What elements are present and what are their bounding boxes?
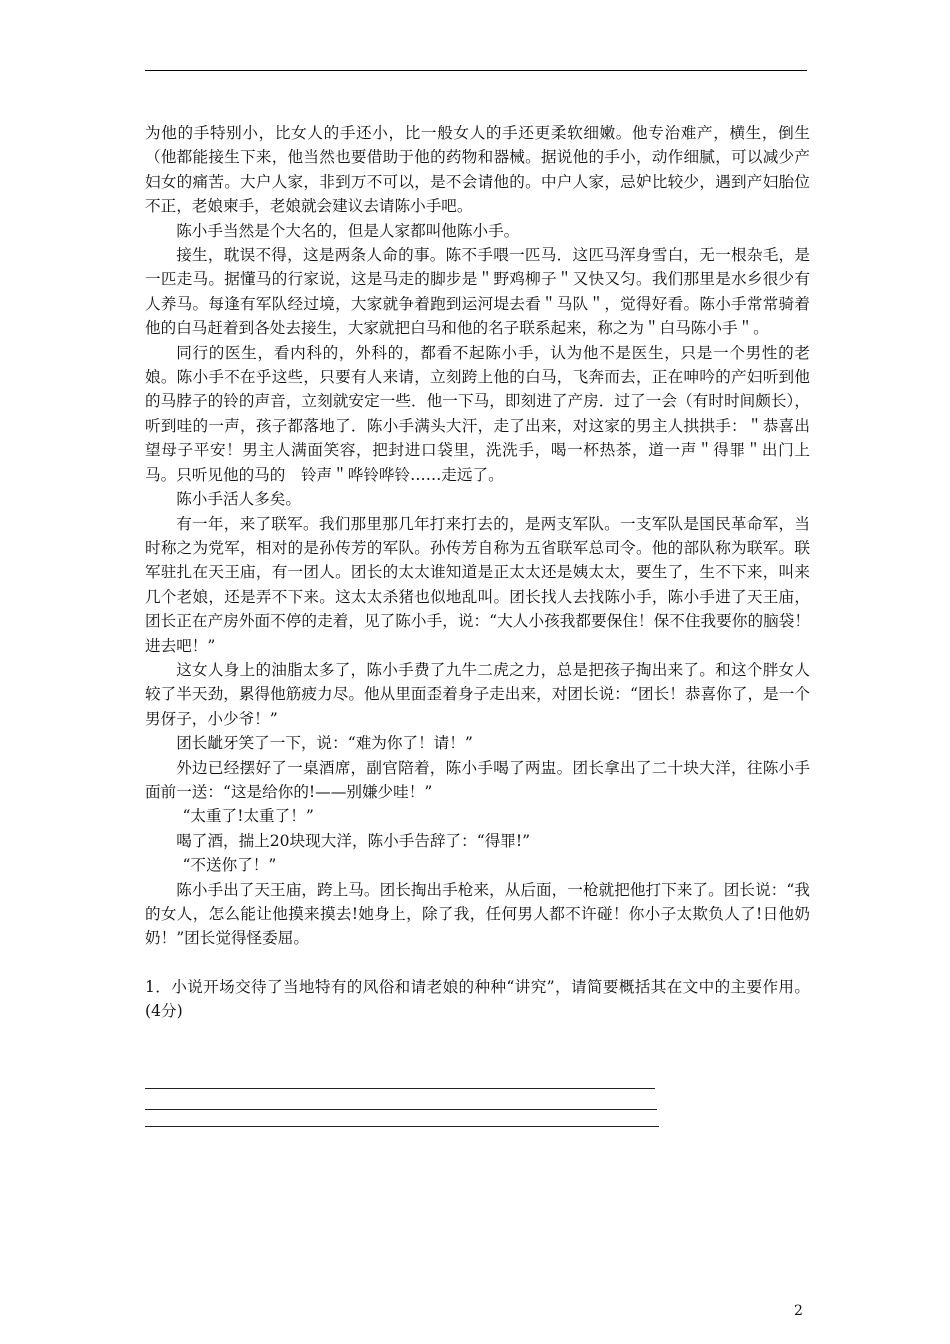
paragraph: 喝了酒，揣上20块现大洋，陈小手告辞了：“得罪!” [176, 831, 531, 850]
paragraph: 团长龇牙笑了一下，说：“难为你了！请！” [176, 734, 473, 753]
answer-line[interactable] [145, 1126, 659, 1127]
paragraph: 这女人身上的油脂太多了，陈小手费了九牛二虎之力，总是把孩子掏出来了。和这个胖女人较了半天劲，累得他筋疲力尽。他从里面歪着身子走出来，对团长说：“团长！恭喜你了，是一个男伢子，小少爷！” [145, 660, 810, 728]
article-body [145, 121, 810, 1024]
header-rule [145, 70, 807, 71]
paragraph: 陈小手活人多矣。 [176, 490, 301, 509]
page-number: 2 [794, 1303, 803, 1319]
paragraph: 接生，耽误不得，这是两条人命的事。陈不手喂一匹马．这匹马浑身雪白，无一根杂毛，是一匹走马。据懂马的行家说，这是马走的脚步是＂野鸡柳子＂又快又匀。我们那里是水乡很少有人养马。每逢有军队经过境，大家就争着跑到运河堤去看＂马队＂，觉得好看。陈小手常常骑着他的白马赶着到各处去接生，大家就把白马和他的名子联系起来，称之为＂白马陈小手＂。 [145, 246, 810, 338]
question-1: 1．小说开场交待了当地特有的风俗和请老娘的种种“讲究”，请简要概括其在文中的主要作用。(4分) [145, 977, 810, 1021]
paragraph: 有一年，来了联军。我们那里那几年打来打去的，是两支军队。一支军队是国民革命军，当时称之为党军，相对的是孙传芳的军队。孙传芳自称为五省联军总司令。他的部队称为联军。联军驻扎在天王庙，有一团人。团长的太太谁知道是正太太还是姨太太，要生了，生不下来，叫来几个老娘，还是弄不下来。这太太杀猪也似地乱叫。团长找人去找陈小手，陈小手进了天王庙，团长正在产房外面不停的走着，见了陈小手，说：“大人小孩我都要保住！保不住我要你的脑袋！进去吧！” [145, 514, 810, 655]
answer-area [145, 1088, 660, 1147]
answer-line[interactable] [145, 1088, 655, 1089]
paragraph: 陈小手当然是个大名的，但是人家都叫他陈小手。 [176, 221, 520, 240]
paragraph: 陈小手出了天王庙，跨上马。团长掏出手枪来，从后面，一枪就把他打下来了。团长说：“我的女人，怎么能让他摸来摸去!她身上，除了我，任何男人都不许碰！你小子太欺负人了!日他奶奶！”团长觉得怪委屈。 [145, 880, 810, 948]
paragraph: “太重了!太重了！” [182, 807, 314, 826]
answer-line[interactable] [145, 1109, 657, 1110]
paragraph: “不送你了！” [182, 856, 277, 875]
paragraph: 同行的医生，看内科的，外科的，都看不起陈小手，认为他不是医生，只是一个男性的老娘。陈小手不在乎这些，只要有人来请，立刻跨上他的白马，飞奔而去，正在呻吟的产妇听到他的马脖子的铃的声音，立刻就安定一些．他一下马，即刻进了产房．过了一会（有时时间颇长），听到哇的一声，孩子都落地了．陈小手满头大汗，走了出来，对这家的男主人拱拱手：＂恭喜出望母子平安！男主人满面笑容，把封进口袋里，洗洗手，喝一杯热茶，道一声＂得罪＂出门上马。只听见他的马的 铃声＂哗铃哗铃……走远了。 [145, 343, 810, 484]
paragraph: 外边已经摆好了一桌酒席，副官陪着，陈小手喝了两盅。团长拿出了二十块大洋，往陈小手面前一送：“这是给你的!——别嫌少哇！” [145, 758, 810, 801]
paragraph: 为他的手特别小，比女人的手还小，比一般女人的手还更柔软细嫩。他专治难产，横生，倒生（他都能接生下来，他当然也要借助于他的药物和器械。据说他的手小，动作细腻，可以减少产妇女的痛苦。大户人家，非到万不可以，是不会请他的。中户人家，忌妒比较少，遇到产妇胎位不正，老娘柬手，老娘就会建议去请陈小手吧。 [145, 124, 810, 216]
